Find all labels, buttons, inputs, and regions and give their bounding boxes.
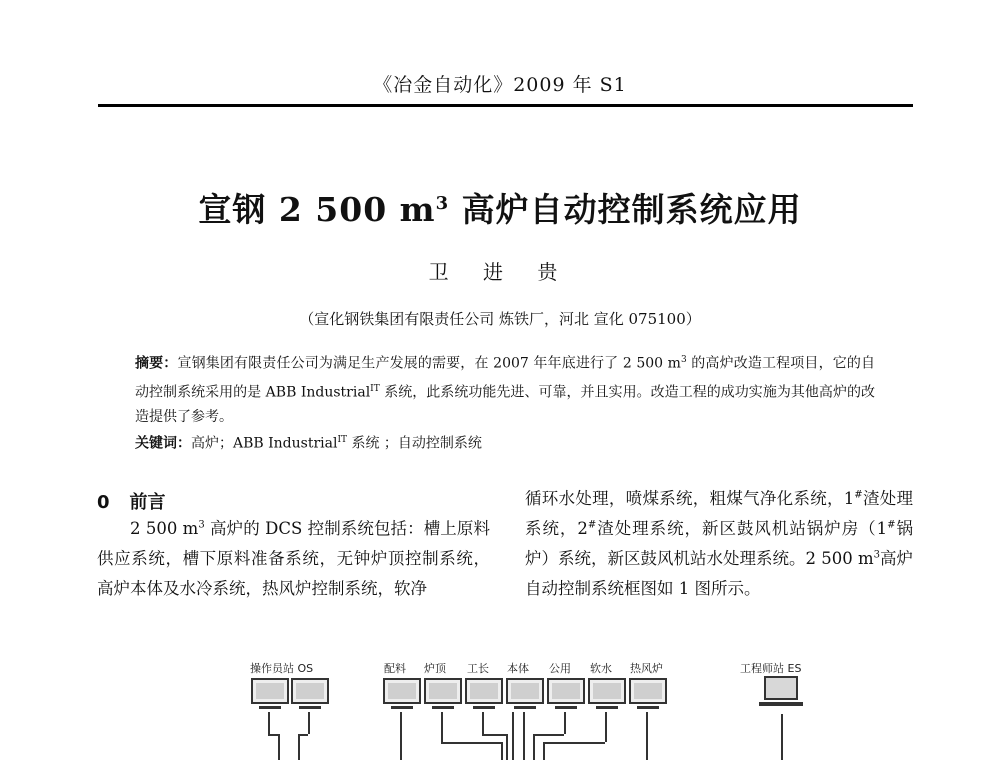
connection-line <box>400 712 402 760</box>
journal-header-text: 《冶金自动化》2009 年 S1 <box>373 74 627 96</box>
body-right-text-c: 渣处理系统，新区鼓风机站锅炉房（1 <box>596 519 888 538</box>
station-label: 配料 <box>384 662 406 675</box>
title-rest: 高炉自动控制系统应用 <box>449 190 802 229</box>
abstract <box>135 348 875 430</box>
body-right-column <box>525 484 913 604</box>
body-right-text-e: 高炉自动控制系统框图如 1 图所示。 <box>525 549 914 598</box>
station-label: 热风炉 <box>630 662 663 675</box>
connection-line <box>506 734 508 760</box>
station-label: 公用 <box>549 662 571 675</box>
engineer-laptop-icon <box>764 676 798 700</box>
body-right-text-d: 锅炉）系统，新区鼓风机站水处理系统。2 500 m <box>525 519 914 568</box>
connection-line <box>482 712 484 734</box>
connection-line <box>268 712 270 734</box>
operator-monitor-icon <box>251 678 289 704</box>
abstract-label: 摘要： <box>135 355 178 372</box>
body-right-sup-a: # <box>854 489 863 501</box>
station-monitor-icon <box>383 678 421 704</box>
connection-line <box>605 712 607 742</box>
connection-line <box>543 742 605 744</box>
paper-title <box>0 184 1000 231</box>
body-right-text-b: 渣处理系统，2 <box>525 489 914 538</box>
system-diagram <box>0 650 1000 760</box>
connection-line <box>278 734 280 760</box>
connection-line <box>298 734 300 760</box>
connection-line <box>441 712 443 742</box>
title-sup: 3 <box>435 193 450 214</box>
section-number: 0 <box>97 492 110 513</box>
connection-line <box>482 734 506 736</box>
station-monitor-icon <box>547 678 585 704</box>
connection-line <box>543 742 545 760</box>
header-rule <box>98 104 913 107</box>
body-left-text-b: 高炉的 DCS 控制系统包括：槽上原料供应系统，槽下原料准备系统，无钟炉顶控制系统，高炉本体及水冷系统，热风炉控制系统，软净 <box>97 519 490 598</box>
abstract-sup-b: IT <box>370 383 380 394</box>
body-left-column <box>97 514 490 604</box>
body-right-sup-c: # <box>887 519 896 531</box>
connection-line <box>533 734 564 736</box>
station-label: 炉顶 <box>424 662 446 675</box>
station-monitor-icon <box>506 678 544 704</box>
station-label: 工长 <box>467 662 489 675</box>
es-label: 工程师站 ES <box>740 662 802 675</box>
connection-line <box>533 734 535 760</box>
operator-monitor-icon <box>291 678 329 704</box>
section-heading <box>97 488 166 514</box>
title-main: 宣钢 2 500 m <box>198 190 436 229</box>
station-monitor-icon <box>465 678 503 704</box>
os-label: 操作员站 OS <box>250 662 314 675</box>
journal-header <box>0 70 1000 97</box>
keywords-text-b: 系统 ；自动控制系统 <box>347 435 482 452</box>
connection-line <box>781 714 783 760</box>
connection-line <box>564 712 566 734</box>
connection-line <box>268 734 278 736</box>
keywords-label: 关键词： <box>135 435 191 452</box>
station-monitor-icon <box>424 678 462 704</box>
abstract-text-c: 系统，此系统功能先进、可靠，并且实用。改造工程的成功实施为其他高炉的改造提供了参考。 <box>135 384 875 426</box>
station-label: 本体 <box>507 662 529 675</box>
body-left-sup: 3 <box>198 519 205 531</box>
author-name: 卫 进 贵 <box>428 260 572 284</box>
connection-line <box>646 712 648 760</box>
abstract-text-b: 的高炉改造工程项目，它的自动控制系统采用的是 ABB Industrial <box>135 355 875 401</box>
keywords-sup: IT <box>337 435 348 445</box>
body-left-text-a: 2 500 m <box>130 519 199 538</box>
keywords-text-a: 高炉；ABB Industrial <box>191 435 338 452</box>
abstract-sup-a: 3 <box>680 355 687 365</box>
connection-line <box>512 712 514 760</box>
body-right-sup-d: 3 <box>873 549 881 561</box>
section-title: 前言 <box>129 492 166 513</box>
station-monitor-icon <box>629 678 667 704</box>
connection-line <box>441 742 501 744</box>
body-right-text-a: 循环水处理，喷煤系统，粗煤气净化系统，1 <box>525 489 855 508</box>
connection-line <box>308 712 310 734</box>
abstract-text-a: 宣钢集团有限责任公司为满足生产发展的需要，在 2007 年年底进行了 2 500 m <box>177 355 681 372</box>
affiliation: （宣化钢铁集团有限责任公司 炼铁厂，河北 宣化 075100） <box>299 310 701 328</box>
station-monitor-icon <box>588 678 626 704</box>
body-right-sup-b: # <box>587 519 597 531</box>
station-label: 软水 <box>590 662 612 675</box>
keywords <box>135 428 875 457</box>
connection-line <box>501 742 503 760</box>
connection-line <box>523 712 525 760</box>
